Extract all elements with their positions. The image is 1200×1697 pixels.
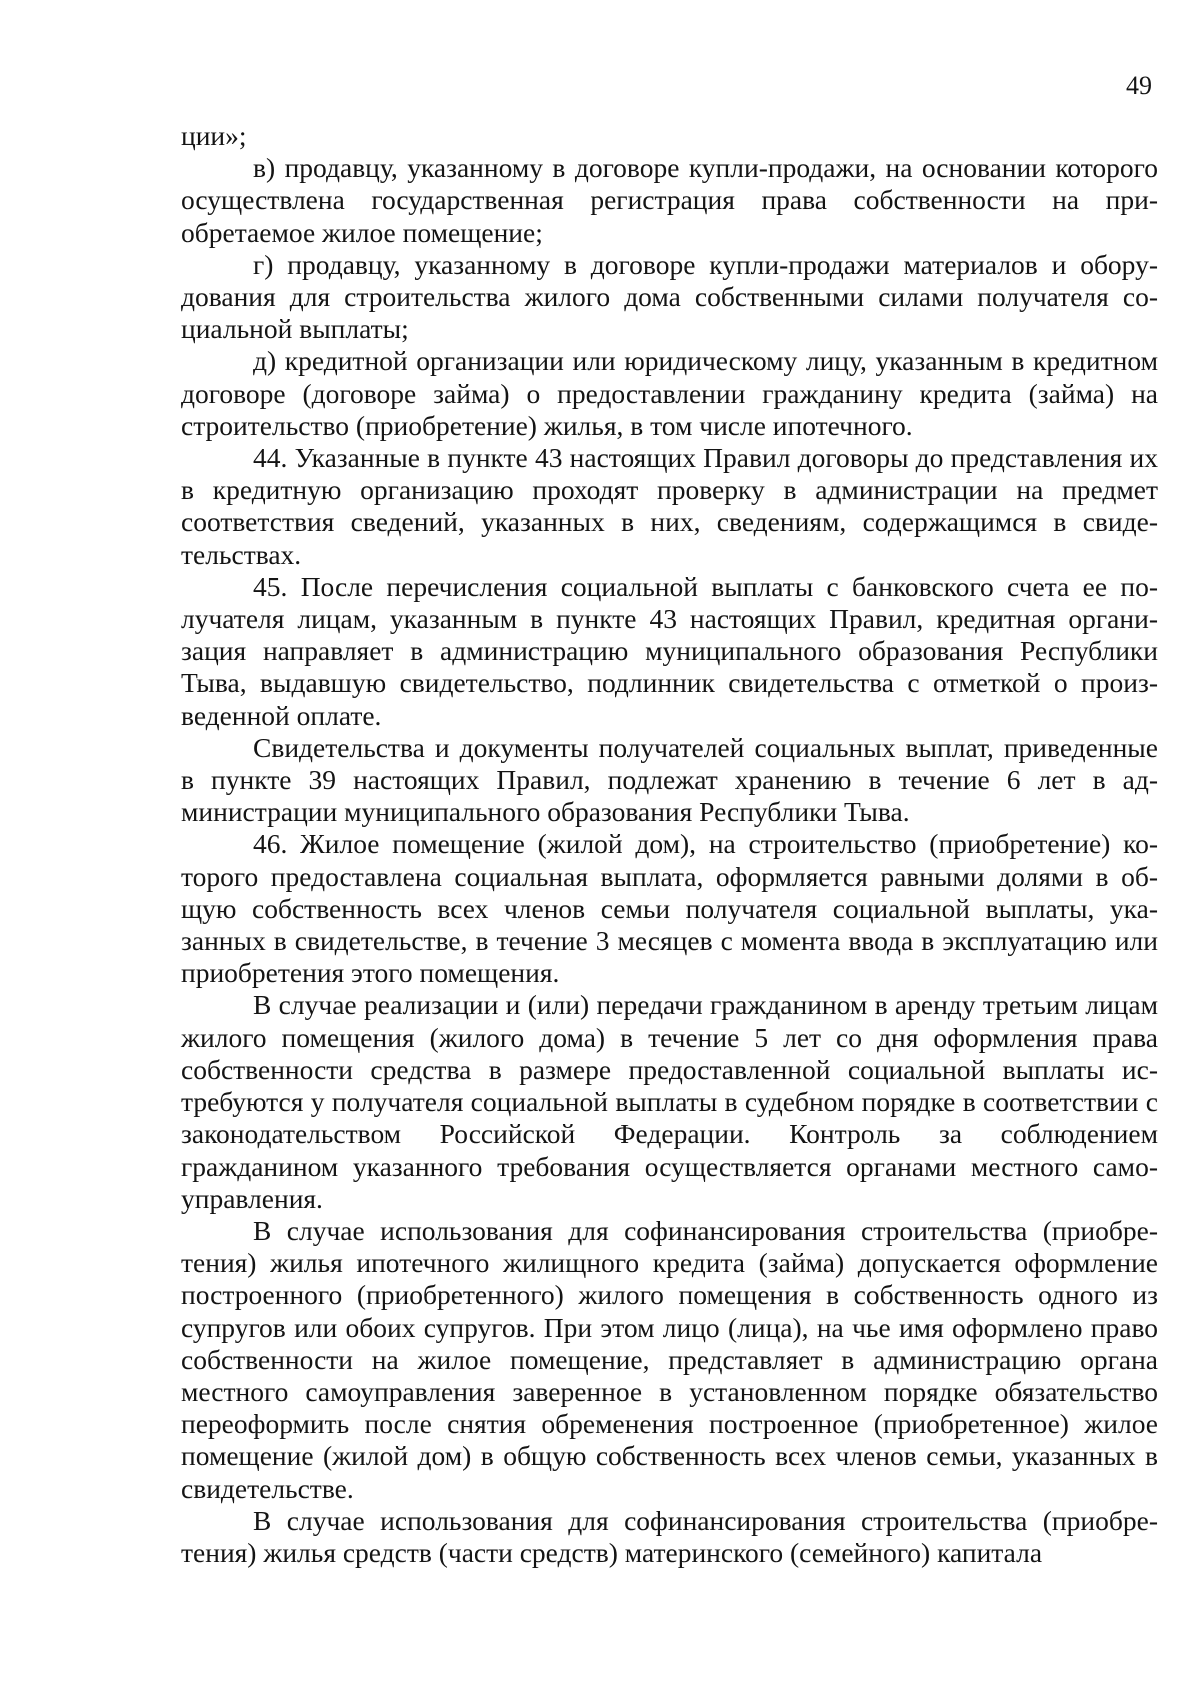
paragraph-item-g: г) продавцу, указанному в договоре купли-продажи материалов и оборудования для строительства жилого дома собственными силами получателя социальной выплаты; [181, 248, 1158, 345]
paragraph-clause-46-mortgage: В случае использования для софинансирования строительства (приобретения) жилья ипотечного жилищного кредита (займа) допускается оформление построенного (приобретенного) жилого помещения в собственность одного из супругов или обоих супругов. При этом лицо (лица), на чье имя оформлено право собственности на жилое помещение, представляет в администрацию органа местного самоуправления заверенное в установленном порядке обязательство переоформить после снятия обременения построенное (приобретенное) жилое помещение (жилой дом) в общую собственность всех членов семьи, указанных в свидетельстве. [181, 1214, 1158, 1504]
paragraph-clause-46: 46. Жилое помещение (жилой дом), на строительство (приобретение) которого предоставлена социальная выплата, оформляется равными долями в общую собственность всех членов семьи получателя социальной выплаты, указанных в свидетельстве, в течение 3 месяцев с момента ввода в эксплуатацию или приобретения этого помещения. [181, 828, 1158, 989]
paragraph-clause-44: 44. Указанные в пункте 43 настоящих Правил договоры до представления их в кредитную организацию проходят проверку в администрации на предмет соответствия сведений, указанных в них, сведениям, содержащимся в свидетельствах. [181, 442, 1158, 570]
paragraph-item-v: в) продавцу, указанному в договоре купли-продажи, на основании которого осуществлена государственная регистрация права собственности на приобретаемое жилое помещение; [181, 152, 1158, 248]
document-body [181, 120, 1158, 1569]
paragraph-clause-45: 45. После перечисления социальной выплаты с банковского счета ее получателя лицам, указанным в пункте 43 настоящих Правил, кредитная организация направляет в администрацию муниципального образования Республики Тыва, выдавшую свидетельство, подлинник свидетельства с отметкой о произведенной оплате. [181, 570, 1158, 731]
paragraph-item-d: д) кредитной организации или юридическому лицу, указанным в кредитном договоре (договоре займа) о предоставлении гражданину кредита (займа) на строительство (приобретение) жилья, в том числе ипотечного. [181, 345, 1158, 441]
paragraph-clause-46-maternity-capital: В случае использования для софинансирования строительства (приобретения) жилья средств (части средств) материнского (семейного) капитала [181, 1504, 1158, 1568]
paragraph-continuation: ции»; [181, 120, 247, 151]
page-number: 49 [1126, 71, 1152, 100]
paragraph-clause-46-sale: В случае реализации и (или) передачи гражданином в аренду третьим лицам жилого помещения (жилого дома) в течение 5 лет со дня оформления права собственности средства в размере предоставленной социальной выплаты истребуются у получателя социальной выплаты в судебном порядке в соответствии с законодательством Российской Федерации. Контроль за соблюдением гражданином указанного требования осуществляется органами местного самоуправления. [181, 989, 1158, 1214]
paragraph-clause-45-storage: Свидетельства и документы получателей социальных выплат, приведенные в пункте 39 настоящих Правил, подлежат хранению в течение 6 лет в администрации муниципального образования Республики Тыва. [181, 731, 1158, 828]
